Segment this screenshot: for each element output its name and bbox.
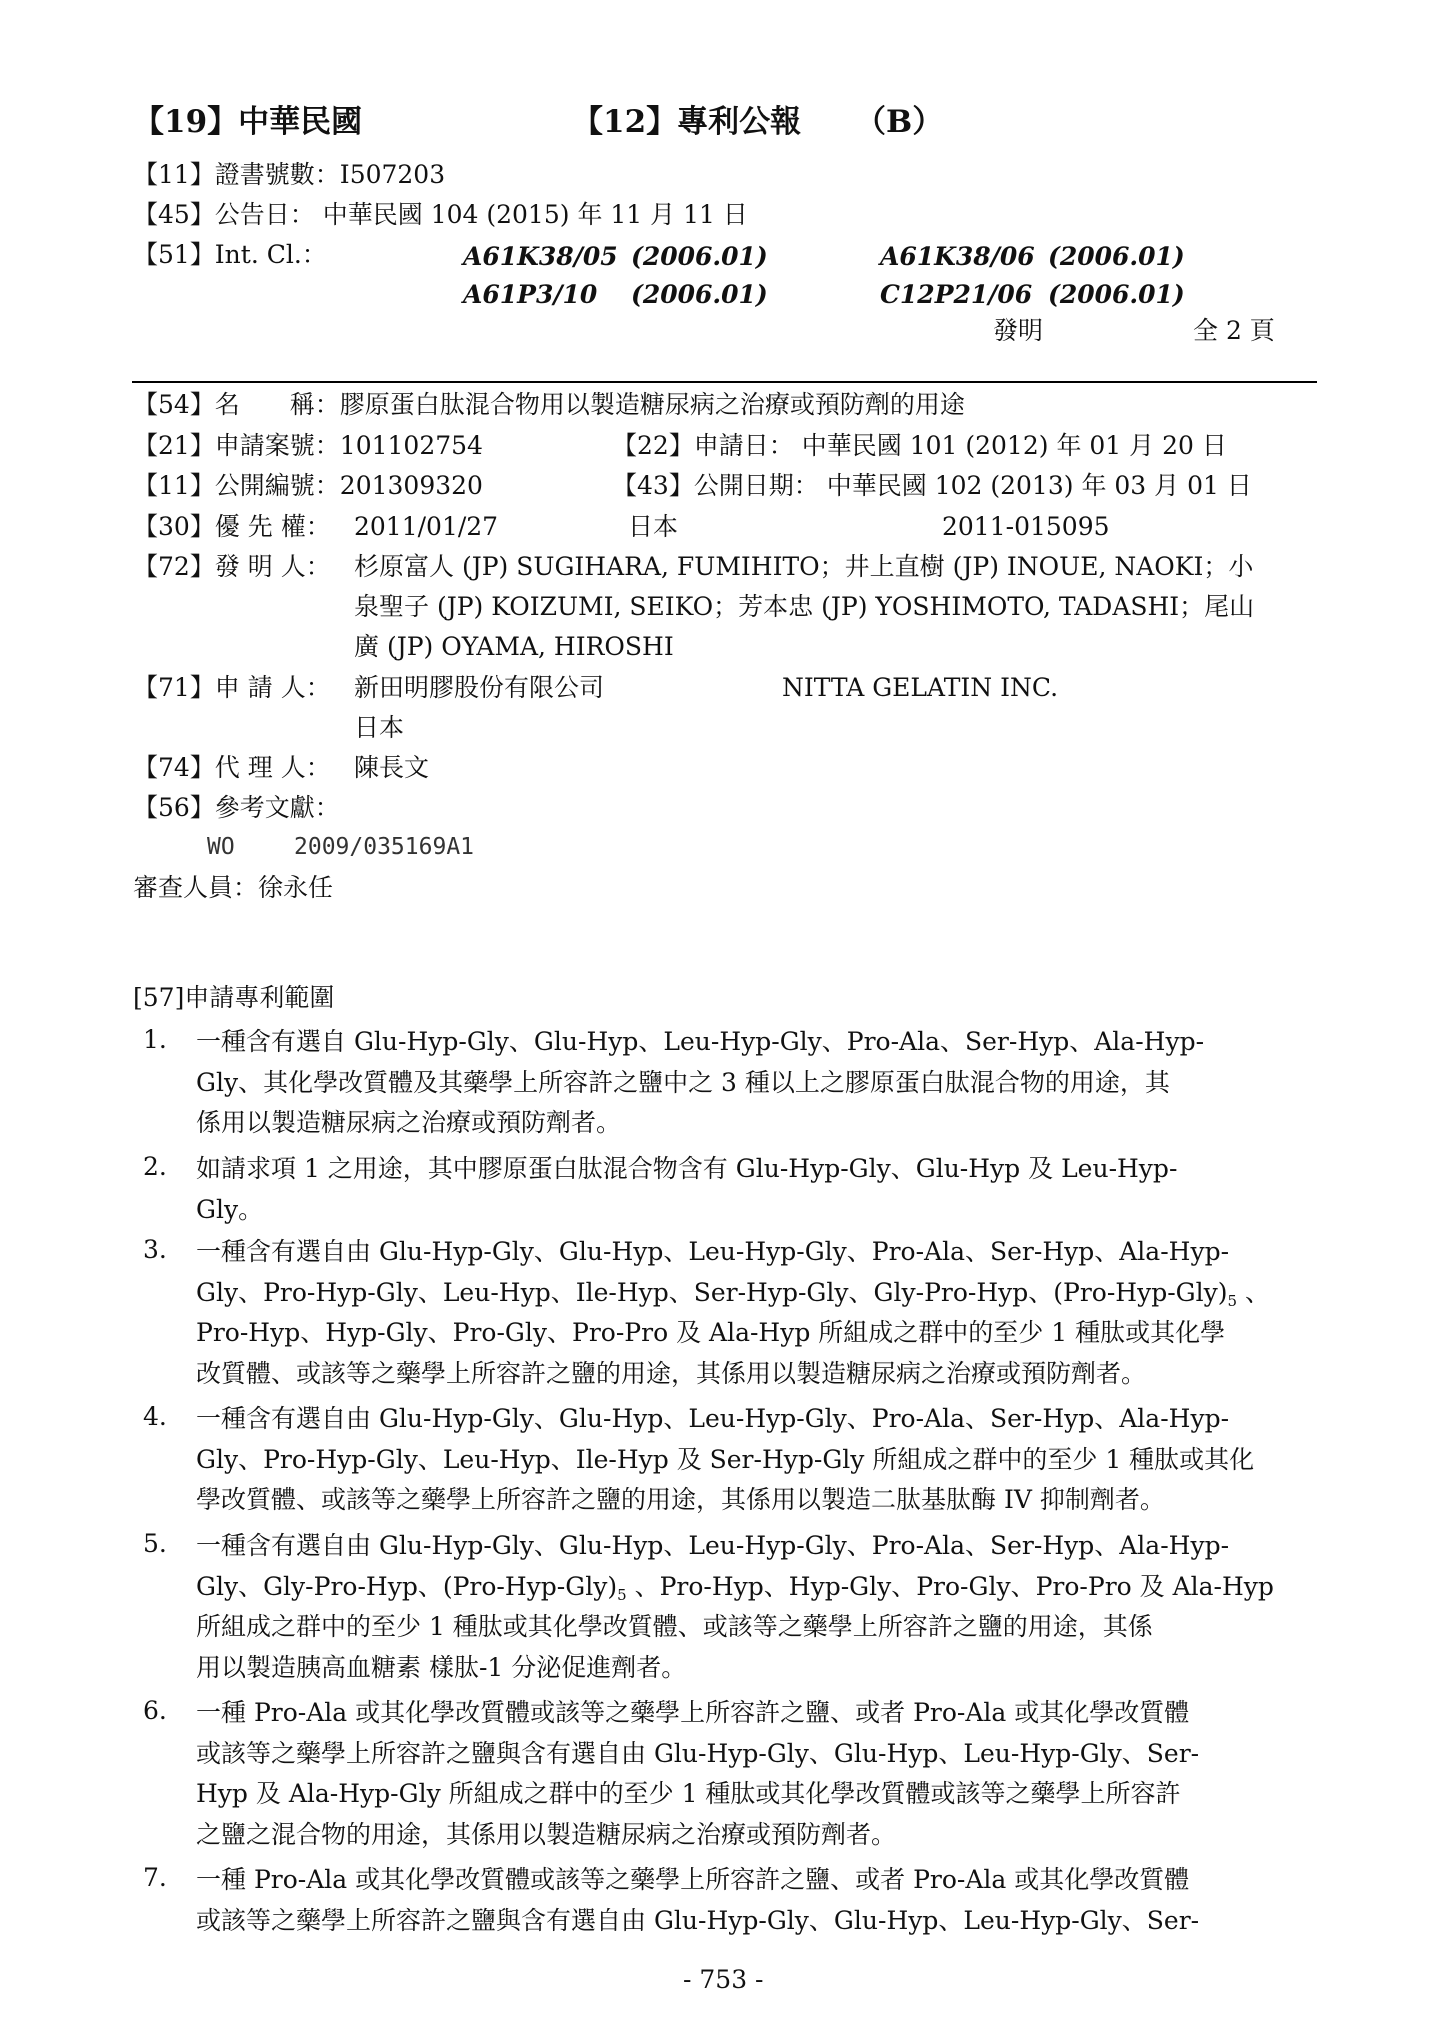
priority-label: 【30】優 先 權： [133,512,331,541]
ipc-code: C12P21/06 [880,280,1033,309]
page-count: 全 2 頁 [1193,316,1275,345]
inventor-line: 杉原富人 (JP) SUGIHARA, FUMIHITO；井上直樹 (JP) INOUE, NAOKI；小 [354,552,1254,581]
claim-text-line: Gly。 [196,1194,264,1224]
publication-number: 【11】公開編號：201309320 [133,471,483,500]
page-number: - 753 - [683,1965,764,1994]
claim-text-line: Gly、其化學改質體及其藥學上所容許之鹽中之 3 種以上之膠原蛋白肽混合物的用途，其 [196,1067,1170,1097]
priority-number: 2011-015095 [942,512,1110,541]
claim-text-line: 或該等之藥學上所容許之鹽與含有選自由 Glu-Hyp-Gly、Glu-Hyp、Leu-Hyp-Gly、Ser- [196,1905,1200,1935]
reference-number: 2009/035169A1 [294,834,475,860]
reference-office: WO [207,834,235,860]
gazette-kind: 【12】專利公報 [572,104,802,140]
publication-date: 【45】公告日： 中華民國 104 (2015) 年 11 月 11 日 [133,200,748,229]
agent-name: 陳長文 [354,753,430,782]
claim-number: 5. [143,1529,167,1558]
inventor-line: 廣 (JP) OYAMA, HIROSHI [354,632,674,661]
office-header: 【19】中華民國 [133,104,363,140]
references-label: 【56】參考文獻： [133,793,340,822]
priority-date: 2011/01/27 [354,512,499,541]
inventor-label: 【72】發 明 人： [133,552,331,581]
claim-text-line: 或該等之藥學上所容許之鹽與含有選自由 Glu-Hyp-Gly、Glu-Hyp、Leu-Hyp-Gly、Ser- [196,1738,1200,1768]
claim-text-line: 一種 Pro-Ala 或其化學改質體或該等之藥學上所容許之鹽、或者 Pro-Ala 或其化學改質體 [196,1698,1190,1727]
ipc-code: A61P3/10 [463,280,598,309]
claim-text-line: 係用以製造糖尿病之治療或預防劑者。 [196,1108,622,1137]
claim-text-line: 所組成之群中的至少 1 種肽或其化學改質體、或該等之藥學上所容許之鹽的用途，其係 [196,1612,1153,1641]
claim-text-line: Gly、Pro-Hyp-Gly、Leu-Hyp、Ile-Hyp 及 Ser-Hyp-Gly 所組成之群中的至少 1 種肽或其化 [196,1444,1255,1474]
agent-label: 【74】代 理 人： [133,753,331,782]
claim-text-line: 如請求項 1 之用途，其中膠原蛋白肽混合物含有 Glu-Hyp-Gly、Glu-Hyp 及 Leu-Hyp- [196,1154,1178,1183]
claim-text-line: 一種含有選自 Glu-Hyp-Gly、Glu-Hyp、Leu-Hyp-Gly、Pro-Ala、Ser-Hyp、Ala-Hyp- [196,1027,1205,1056]
claim-text-line: 一種含有選自由 Glu-Hyp-Gly、Glu-Hyp、Leu-Hyp-Gly、Pro-Ala、Ser-Hyp、Ala-Hyp- [196,1237,1230,1266]
claim-text-line: Hyp 及 Ala-Hyp-Gly 所組成之群中的至少 1 種肽或其化學改質體或該等之藥學上所容許 [196,1779,1181,1808]
ipc-version: (2006.01) [1048,242,1185,271]
publication-type: （B） [855,104,944,140]
ipc-code: A61K38/06 [880,242,1035,271]
ipc-version: (2006.01) [631,280,768,309]
claim-text-line: Gly、Gly-Pro-Hyp、$(Pro-Hyp-Gly)_5$ 、Pro-Hyp、Hyp-Gly、Pro-Gly、Pro-Pro 及 Ala-Hyp [196,1571,1274,1604]
claim-text-line: 一種含有選自由 Glu-Hyp-Gly、Glu-Hyp、Leu-Hyp-Gly、Pro-Ala、Ser-Hyp、Ala-Hyp- [196,1404,1230,1433]
applicant-name-english: NITTA GELATIN INC. [782,673,1059,702]
open-date: 【43】公開日期： 中華民國 102 (2013) 年 03 月 01 日 [612,471,1252,500]
application-number: 【21】申請案號：101102754 [133,431,483,460]
claim-text-line: 一種含有選自由 Glu-Hyp-Gly、Glu-Hyp、Leu-Hyp-Gly、Pro-Ala、Ser-Hyp、Ala-Hyp- [196,1531,1230,1560]
ipc-version: (2006.01) [631,242,768,271]
application-date: 【22】申請日： 中華民國 101 (2012) 年 01 月 20 日 [612,431,1227,460]
claims-heading: [57]申請專利範圍 [133,983,335,1012]
applicant-name: 新田明膠股份有限公司 [354,673,605,702]
claim-text-line: 學改質體、或該等之藥學上所容許之鹽的用途，其係用以製造二肽基肽酶 IV 抑制劑者。 [196,1485,1165,1514]
claim-text-line: 之鹽之混合物的用途，其係用以製造糖尿病之治療或預防劑者。 [196,1819,897,1849]
examiner: 審查人員：徐永任 [133,873,334,902]
ipc-version: (2006.01) [1048,280,1185,309]
claim-text-line: 一種 Pro-Ala 或其化學改質體或該等之藥學上所容許之鹽、或者 Pro-Ala 或其化學改質體 [196,1865,1190,1894]
claim-text-line: 用以製造胰高血糖素 樣肽-1 分泌促進劑者。 [196,1652,687,1682]
int-cl-label: 【51】Int. Cl.： [133,240,327,269]
applicant-label: 【71】申 請 人： [133,673,331,702]
claim-number: 1. [143,1025,167,1054]
priority-country: 日本 [628,512,679,541]
claim-number: 3. [143,1235,167,1264]
ipc-code: A61K38/05 [463,242,618,271]
claim-number: 4. [143,1402,167,1431]
header-divider [132,381,1317,383]
claim-text-line: 改質體、或該等之藥學上所容許之鹽的用途，其係用以製造糖尿病之治療或預防劑者。 [196,1358,1147,1388]
claim-number: 6. [143,1696,167,1725]
certificate-number: 【11】證書號數：I507203 [133,160,446,189]
applicant-country: 日本 [354,713,405,742]
inventor-line: 泉聖子 (JP) KOIZUMI, SEIKO；芳本忠 (JP) YOSHIMOTO, TADASHI；尾山 [354,592,1255,621]
document-type: 發明 [993,316,1044,345]
claim-number: 7. [143,1863,167,1892]
claim-text-line: Gly、Pro-Hyp-Gly、Leu-Hyp、Ile-Hyp、Ser-Hyp-Gly、Gly-Pro-Hyp、$(Pro-Hyp-Gly)_5$ 、 [196,1277,1271,1310]
claim-text-line: Pro-Hyp、Hyp-Gly、Pro-Gly、Pro-Pro 及 Ala-Hyp 所組成之群中的至少 1 種肽或其化學 [196,1318,1226,1347]
claim-number: 2. [143,1152,167,1181]
invention-title: 【54】名 稱：膠原蛋白肽混合物用以製造糖尿病之治療或預防劑的用途 [133,390,965,419]
